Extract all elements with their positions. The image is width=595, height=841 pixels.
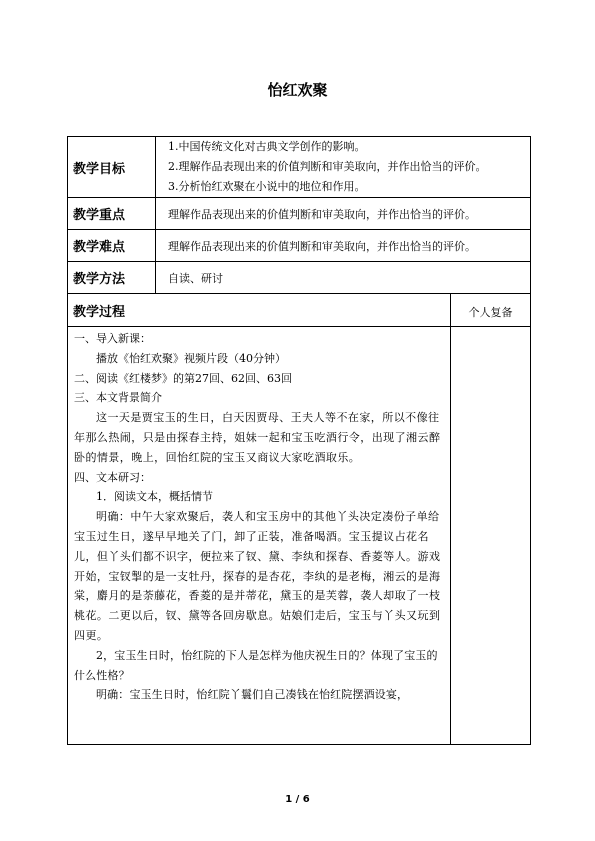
page-title: 怡红欢聚 [267,81,328,99]
section-background: 三、本文背景简介 [74,391,162,405]
review-label: 个人复备 [451,294,531,327]
goal-item-1: 1.中国传统文化对古典文学创作的影响。 [168,140,366,153]
process-label: 教学过程 [68,294,451,327]
goals-content [156,137,531,198]
question-1: 1．阅读文本，概括情节 [96,490,213,504]
process-header-row [68,294,531,327]
section-reading: 二、阅读《红楼梦》的第27回、62回、63回 [74,371,292,385]
goals-row [68,137,531,198]
process-body [68,327,451,745]
lesson-plan-table [67,136,531,745]
review-column [451,327,531,745]
section-study: 四、文本研习： [74,470,151,484]
section-intro-detail: 播放《怡红欢聚》视频片段（40分钟） [96,351,286,365]
methods-text: 自读、研讨 [168,271,223,285]
answer-2: 明确：宝玉生日时，怡红院丫鬟们自己凑钱在怡红院摆酒设宴， [96,688,409,702]
background-paragraph: 这一天是贾宝玉的生日，白天因贾母、王夫人等不在家，所以不像往年那么热闹，只是由探春主持，姐妹一起和宝玉吃酒行令，出现了湘云醉卧的情景，晚上，回怡红院的宝玉又商议大家吃酒取乐。 [74,411,441,464]
key-points-text: 理解作品表现出来的价值判断和审美取向，并作出恰当的评价。 [168,207,476,221]
goals-label: 教学目标 [68,137,156,198]
methods-label: 教学方法 [68,262,156,294]
section-intro: 一、导入新课： [74,332,151,345]
page-number: 1 / 6 [285,794,310,805]
answer-1: 明确：中午大家欢聚后，袭人和宝玉房中的其他丫头决定凑份子单给宝玉过生日，遂早早地关了门，卸了正装，准备喝酒。宝玉提议占花名儿，但丫头们都不识字，便拉来了钗、黛、李纨和探春、香菱等人。游戏开始，宝钗掣的是一支牡丹，探春的是杏花，李纨的是老梅，湘云的是海棠，麝月的是荼藤花，香菱的是并蒂花，黛玉的是芙蓉，袭人却取了一枝桃花。二更以后，钗、黛等各回房歇息。姑娘们走后，宝玉与丫头又玩到四更。 [74,510,441,642]
key-points-row [68,198,531,230]
difficulties-text: 理解作品表现出来的价值判断和审美取向，并作出恰当的评价。 [168,239,476,253]
process-body-row [68,327,531,745]
question-2: 2，宝玉生日时，怡红院的下人是怎样为他庆祝生日的？体现了宝玉的什么性格？ [74,648,438,682]
difficulties-label: 教学难点 [68,230,156,262]
goal-item-2: 2.理解作品表现出来的价值判断和审美取向，并作出恰当的评价。 [168,160,487,173]
methods-row [68,262,531,294]
goal-item-3: 3.分析怡红欢聚在小说中的地位和作用。 [168,180,366,193]
key-points-label: 教学重点 [68,198,156,230]
difficulties-row [68,230,531,262]
